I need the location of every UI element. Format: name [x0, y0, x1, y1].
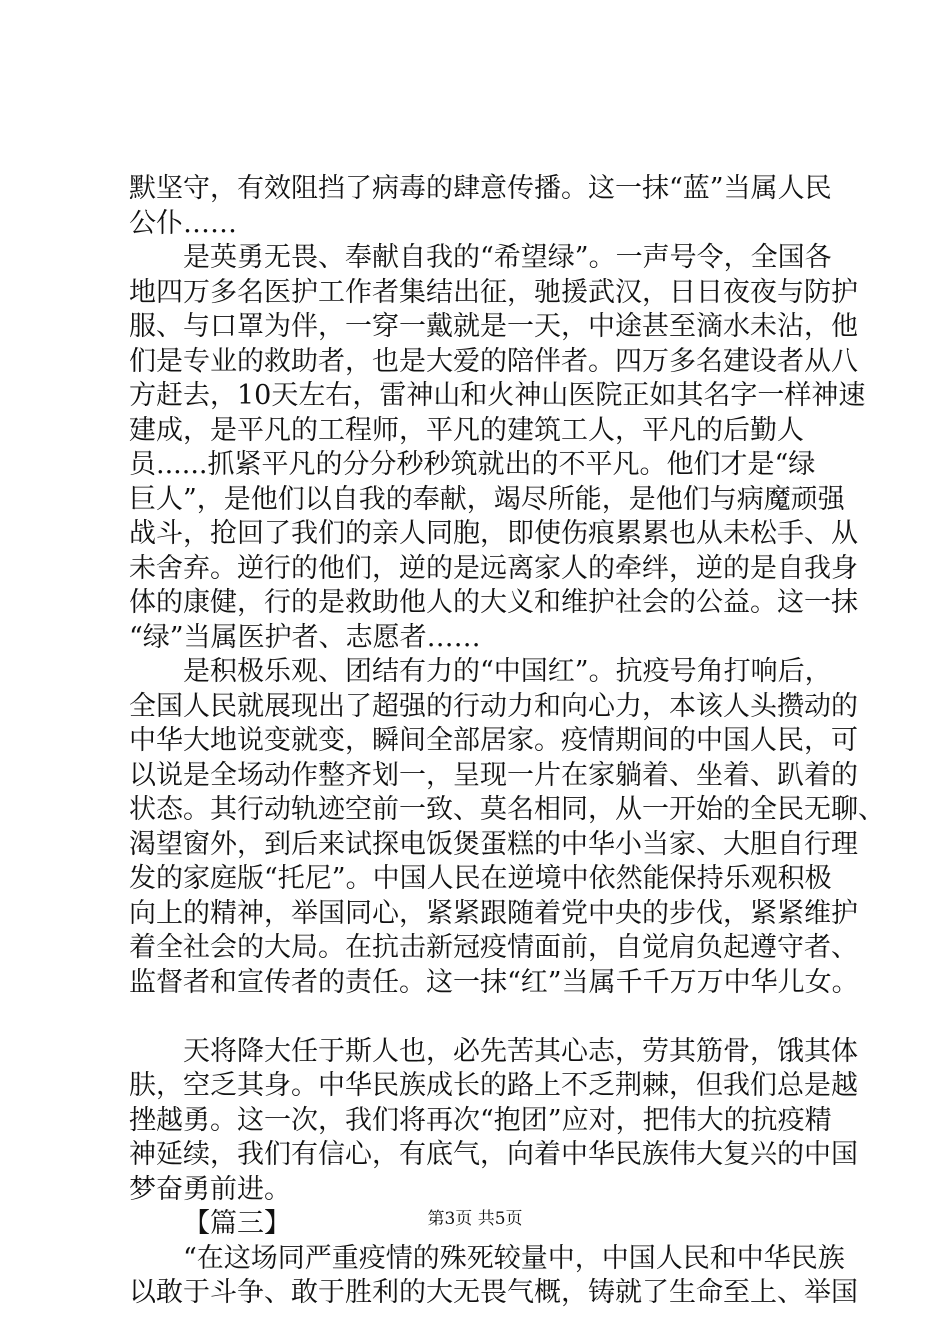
text-line: “绿”当属医护者、志愿者……: [129, 621, 481, 653]
text-line: 监督者和宣传者的责任。这一抹“红”当属千千万万中华儿女。: [129, 966, 859, 998]
text-line: 神延续，我们有信心，有底气，向着中华民族伟大复兴的中国: [129, 1139, 858, 1170]
text-line: 地四万多名医护工作者集结出征，驰援武汉，日日夜夜与防护: [129, 276, 858, 308]
text-line: 战斗，抢回了我们的亲人同胞，即使伤痕累累也从未松手、从: [129, 518, 858, 549]
blank-line: [129, 1000, 829, 1035]
paragraph-start-line: 是积极乐观、团结有力的“中国红”。抗疫号角打响后，: [183, 656, 832, 687]
text-line: 方赶去，10天左右，雷神山和火神山医院正如其名字一样神速: [129, 380, 866, 411]
page-footer: [0, 1208, 950, 1230]
text-line: 梦奋勇前进。: [129, 1173, 291, 1205]
text-line: 肤，空乏其身。中华民族成长的路上不乏荆棘，但我们总是越: [129, 1070, 858, 1101]
text-line: 中华大地说变就变，瞬间全部居家。疫情期间的中国人民，可: [129, 725, 858, 756]
text-line: 以说是全场动作整齐划一，呈现一片在家躺着、坐着、趴着的: [129, 759, 858, 791]
text-line: 挫越勇。这一次，我们将再次“抱团”应对，把伟大的抗疫精: [129, 1104, 832, 1136]
text-line: 巨人”，是他们以自我的奉献，竭尽所能，是他们与病魔顽强: [129, 483, 845, 515]
text-line: 未舍弃。逆行的他们，逆的是远离家人的牵绊，逆的是自我身: [129, 552, 858, 584]
paragraph-start-line: 天将降大任于斯人也，必先苦其心志，劳其筋骨，饿其体: [183, 1035, 858, 1067]
section-heading: 【篇三】: [183, 1208, 291, 1239]
document-body: [129, 172, 885, 1311]
text-line: 服、与口罩为伴，一穿一戴就是一天，中途甚至滴水未沾，他: [129, 311, 858, 342]
text-line: 默坚守，有效阻挡了病毒的肆意传播。这一抹“蓝”当属人民: [129, 173, 832, 204]
paragraph-start-line: “在这场同严重疫情的殊死较量中，中国人民和中华民族: [183, 1242, 845, 1274]
text-line: 着全社会的大局。在抗击新冠疫情面前，自觉肩负起遵守者、: [129, 932, 858, 963]
page-number: 第3页 共5页: [427, 1209, 523, 1229]
text-line: 建成，是平凡的工程师，平凡的建筑工人，平凡的后勤人: [129, 414, 804, 446]
text-line: 全国人民就展现出了超强的行动力和向心力，本该人头攒动的: [129, 690, 858, 722]
text-line: 体的康健，行的是救助他人的大义和维护社会的公益。这一抹: [129, 587, 858, 618]
text-line: 以敢于斗争、敢于胜利的大无畏气概，铸就了生命至上、举国: [129, 1277, 858, 1308]
text-line: 渴望窗外，到后来试探电饭煲蛋糕的中华小当家、大胆自行理: [129, 828, 858, 860]
text-line: 们是专业的救助者，也是大爱的陪伴者。四万多名建设者从八: [129, 345, 858, 377]
text-line: 发的家庭版“托尼”。中国人民在逆境中依然能保持乐观积极: [129, 863, 832, 894]
text-line: 向上的精神，举国同心，紧紧跟随着党中央的步伐，紧紧维护: [129, 897, 858, 929]
text-line: 公仆……: [129, 207, 237, 239]
text-line: 员......抓紧平凡的分分秒秒筑就出的不平凡。他们才是“绿: [129, 449, 816, 480]
paragraph-start-line: 是英勇无畏、奉献自我的“希望绿”。一声号令，全国各: [183, 242, 832, 273]
text-line: 状态。其行动轨迹空前一致、莫名相同，从一开始的全民无聊、: [129, 794, 885, 825]
